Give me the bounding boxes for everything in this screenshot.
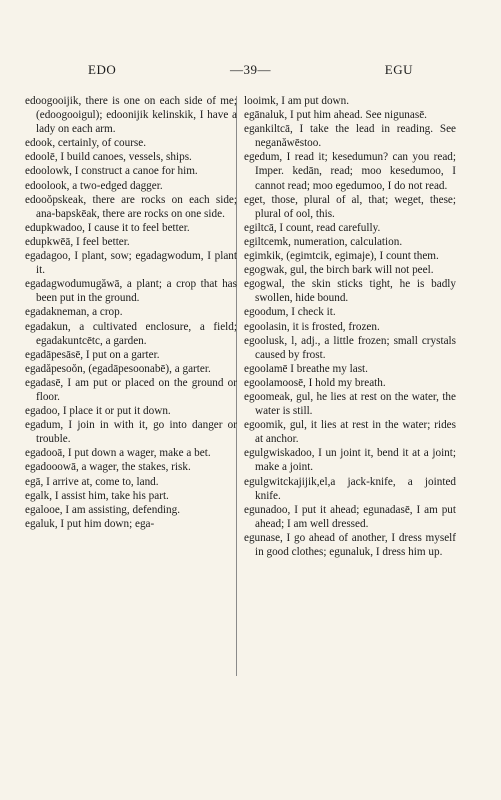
dictionary-entry: eget, those, plural of al, that; weget, these; plural of ool, this. [244, 193, 456, 220]
dictionary-entry: egadakneman, a crop. [25, 306, 123, 319]
dictionary-entry: egadagoo, I plant, sow; egadagwodum, I plant it. [25, 250, 237, 277]
dictionary-entry: edooŏpskeak, there are rocks on each side; ana-bapskēak, there are rocks on one side. [25, 193, 237, 220]
dictionary-entry: egadasē, I am put or placed on the ground or floor. [25, 376, 237, 403]
left-column [25, 94, 237, 531]
dictionary-entry: egimkik, (egimtcik, egimaje), I count them. [244, 250, 439, 263]
dictionary-entry: egoolasin, it is frosted, frozen. [244, 320, 380, 333]
dictionary-entry: egadum, I join in with it, go into danger or trouble. [25, 419, 237, 446]
dictionary-entry: egadāpesāsē, I put on a garter. [25, 348, 160, 361]
dictionary-entry: egalk, I assist him, take his part. [25, 489, 169, 502]
page-header [0, 62, 501, 82]
dictionary-entry: egoolusk, l, adj., a little frozen; small crystals caused by frost. [244, 334, 456, 361]
dictionary-entry: egogwak, gul, the birch bark will not peel. [244, 264, 434, 277]
dictionary-entry: egedum, I read it; kesedumun? can you read; Imper. kedān, read; moo kesedumoo, I cannot read; moo egedumoo, I do not read. [244, 151, 456, 192]
dictionary-entry: egunase, I go ahead of another, I dress myself in good clothes; egunaluk, I dress him up. [244, 531, 456, 558]
dictionary-entry: egalooe, I am assisting, defending. [25, 503, 181, 516]
dictionary-entry: egānaluk, I put him ahead. See nigunasē. [244, 109, 427, 122]
dictionary-entry: egoomik, gul, it lies at rest in the water; rides at anchor. [244, 419, 456, 446]
dictionary-entry: egadagwodumugăwā, a plant; a crop that has been put in the ground. [25, 278, 237, 305]
dictionary-entry: edoogooijik, there is one on each side of me; (edoogooigul); edoonijik kelinskik, I have a lady on each arm. [25, 95, 237, 136]
dictionary-entry: edoolowk, I construct a canoe for him. [25, 165, 198, 178]
dictionary-entry: edoolook, a two-edged dagger. [25, 179, 163, 192]
right-column [244, 94, 456, 559]
dictionary-entry: edupkwadoo, I cause it to feel better. [25, 221, 190, 234]
dictionary-entry: edoolē, I build canoes, vessels, ships. [25, 151, 192, 164]
dictionary-entry: egulgwitckajijik,el,a jack-knife, a jointed knife. [244, 475, 456, 502]
dictionary-entry: egadooā, I put down a wager, make a bet. [25, 447, 211, 460]
dictionary-entry: egoomeak, gul, he lies at rest on the water, the water is still. [244, 390, 456, 418]
page-number: —39— [230, 62, 271, 77]
dictionary-entry: egoodum, I check it. [244, 306, 336, 319]
header-left-guideword: EDO [88, 62, 117, 77]
dictionary-entry: edook, certainly, of course. [25, 137, 147, 150]
dictionary-entry: egiltcā, I count, read carefully. [244, 221, 381, 234]
dictionary-entry: egogwal, the skin sticks tight, he is badly swollen, hide bound. [244, 278, 456, 305]
dictionary-entry: egiltcemk, numeration, calculation. [244, 235, 403, 248]
dictionary-entry: egā, I arrive at, come to, land. [25, 475, 159, 488]
dictionary-entry: egulgwiskadoo, I un joint it, bend it at a joint; make a joint. [244, 447, 456, 474]
dictionary-entry: egaluk, I put him down; ega- [25, 517, 155, 530]
dictionary-entry: egoolamoosē, I hold my breath. [244, 376, 386, 389]
dictionary-entry: egunadoo, I put it ahead; egunadasē, I am put ahead; I am well dressed. [244, 503, 456, 530]
dictionary-entry: edupkwēā, I feel better. [25, 235, 130, 248]
header-right-guideword: EGU [384, 62, 413, 77]
dictionary-entry: egadăpesoŏn, (egadāpesoonabē), a garter. [25, 362, 211, 375]
dictionary-entry: egadakun, a cultivated enclosure, a field; egadakuntcētc, a garden. [25, 320, 237, 347]
dictionary-entry: looimk, I am put down. [244, 95, 350, 107]
dictionary-entry: egadooowā, a wager, the stakes, risk. [25, 461, 191, 474]
dictionary-entry: egankiltcā, I take the lead in reading. See neganăwēstoo. [244, 123, 456, 150]
dictionary-entry: egoolamē I breathe my last. [244, 362, 368, 375]
dictionary-entry: egadoo, I place it or put it down. [25, 405, 171, 418]
